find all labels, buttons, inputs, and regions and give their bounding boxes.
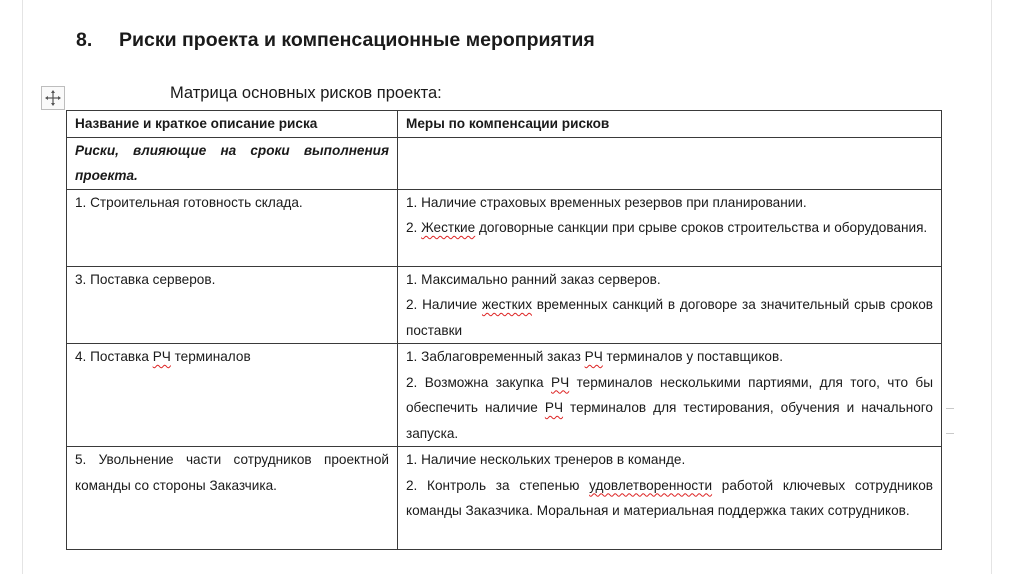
header-risk: Название и краткое описание риска bbox=[67, 111, 398, 138]
measure-item: 1. Наличие страховых временных резервов при планировании. bbox=[406, 194, 807, 210]
measure-item: 2. Наличие жестких временных санкций в договоре за значительный срыв сроков поставки bbox=[406, 297, 933, 338]
risk-matrix-table bbox=[66, 110, 942, 550]
header-measures: Меры по компенсации рисков bbox=[398, 111, 942, 138]
measure-item: 1. Максимально ранний заказ серверов. bbox=[406, 271, 661, 287]
measures-cell bbox=[398, 266, 942, 344]
table-row bbox=[67, 189, 942, 266]
risk-cell: 3. Поставка серверов. bbox=[67, 266, 398, 344]
margin-marker bbox=[946, 408, 954, 409]
group-title bbox=[67, 137, 398, 189]
table-row bbox=[67, 447, 942, 550]
measures-cell bbox=[398, 189, 942, 266]
measure-item: 2. Жесткие договорные санкции при срыве сроков строительства и оборудования. bbox=[406, 220, 928, 235]
measures-cell bbox=[398, 344, 942, 447]
measures-cell bbox=[398, 447, 942, 550]
table-move-handle[interactable] bbox=[41, 86, 65, 110]
measure-item: 2. Возможна закупка РЧ терминалов несколькими партиями, для того, что бы обеспечить наличие РЧ терминалов для тестирования, обучения и начального запуска. bbox=[406, 374, 933, 441]
risk-cell: 1. Строительная готовность склада. bbox=[67, 189, 398, 266]
risk-cell: 4. Поставка РЧ терминалов bbox=[67, 344, 398, 447]
table-row bbox=[67, 344, 942, 447]
group-empty-cell bbox=[398, 137, 942, 189]
group-row bbox=[67, 137, 942, 189]
section-title: Риски проекта и компенсационные мероприятия bbox=[119, 29, 595, 51]
table-row bbox=[67, 266, 942, 344]
margin-marker bbox=[946, 433, 954, 434]
section-number: 8. bbox=[76, 29, 93, 51]
section-heading bbox=[76, 29, 595, 52]
group-title-text: Риски, влияющие на сроки выполнения проекта. bbox=[75, 142, 389, 183]
measure-item: 1. Заблаговременный заказ РЧ терминалов у поставщиков. bbox=[406, 349, 783, 364]
risk-cell: 5. Увольнение части сотрудников проектной команды со стороны Заказчика. bbox=[67, 447, 398, 550]
measure-item: 1. Наличие нескольких тренеров в команде. bbox=[406, 452, 686, 467]
measure-item: 2. Контроль за степенью удовлетворенности работой ключевых сотрудников команды Заказчика. Моральная и материальная поддержка таких сотрудников. bbox=[406, 477, 933, 518]
table-caption: Матрица основных рисков проекта: bbox=[170, 84, 442, 102]
table-header-row bbox=[67, 111, 942, 138]
move-icon bbox=[44, 89, 62, 107]
